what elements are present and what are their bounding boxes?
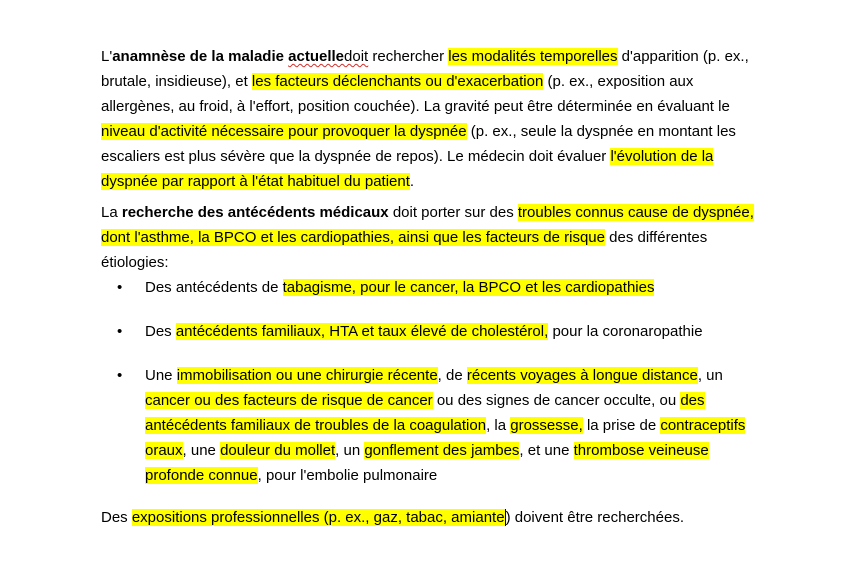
bold-term: anamnèse de la maladie (112, 48, 289, 65)
highlighted-text: l'évolution de la dyspnée par rapport à l'état habituel du patient (101, 148, 714, 190)
highlighted-text: expositions professionnelles (p. ex., gaz, tabac, amiante (131, 509, 505, 526)
text-run: La (101, 204, 122, 221)
misspelled-word[interactable]: actuelle (288, 48, 345, 65)
text-run: ou des signes de cancer occulte, ou (432, 392, 681, 409)
highlighted-text: récents voyages à longue distance (466, 367, 698, 384)
text-run: Des (145, 323, 176, 340)
text-run: ) doivent être recherchées. (505, 509, 684, 526)
text-run: pour la coronaropathie (548, 323, 703, 340)
paragraph-occupational-exposure[interactable] (101, 505, 767, 530)
bullet-item-pulmonary-embolism[interactable] (145, 363, 767, 488)
text-run: (p. ex., exposition aux allergènes, au froid, à l'effort, position couchée). La gravité peut être déterminée en évaluant le (101, 73, 730, 115)
text-run: rechercher (368, 48, 449, 65)
text-run: d'apparition (p. ex., brutale, insidieuse), et (101, 48, 749, 90)
bullet-item-family-history[interactable] (145, 319, 767, 344)
paragraph-history-of-present-illness[interactable] (101, 44, 767, 194)
text-run: doit porter sur des (388, 204, 518, 221)
text-run: Des antécédents de (145, 279, 283, 296)
text-run: , la (486, 417, 511, 434)
highlighted-text: cancer ou des facteurs de risque de cancer (145, 392, 433, 409)
text-run: , une (182, 442, 221, 459)
text-run: , de (437, 367, 467, 384)
text-run: L' (101, 48, 113, 65)
bold-term: recherche des antécédents médicaux (121, 204, 389, 221)
misspelled-word[interactable]: doit (344, 48, 369, 65)
text-run: , un (697, 367, 723, 384)
highlighted-text: thrombose veineuse profonde connue (145, 442, 709, 484)
text-run: , et une (519, 442, 574, 459)
text-run: (p. ex., seule la dyspnée en montant les escaliers est plus sévère que la dyspnée de repos). Le médecin doit évaluer (101, 123, 736, 165)
highlighted-text: tabagisme, pour le cancer, la BPCO et les cardiopathies (282, 279, 655, 296)
text-run: . (409, 173, 415, 190)
text-run: des différentes étiologies: (101, 229, 708, 271)
paragraph-medical-history[interactable] (101, 200, 767, 275)
highlighted-text: antécédents familiaux, HTA et taux élevé de cholestérol, (175, 323, 549, 340)
bullet-item-smoking[interactable] (145, 275, 767, 300)
text-run: la prise de (582, 417, 661, 434)
highlighted-text: des antécédents familiaux de troubles de la coagulation (145, 392, 705, 434)
highlighted-text: niveau d'activité nécessaire pour provoquer la dyspnée (101, 123, 467, 140)
bullet-list (101, 275, 767, 488)
highlighted-text: grossesse, (510, 417, 583, 434)
highlighted-text: immobilisation ou une chirurgie récente (176, 367, 438, 384)
highlighted-text: contraceptifs oraux (145, 417, 746, 459)
text-run: Des (101, 509, 132, 526)
highlighted-text: troubles connus cause de dyspnée, dont l'asthme, la BPCO et les cardiopathies, ainsi que les facteurs de risque (101, 204, 754, 246)
highlighted-text: les modalités temporelles (448, 48, 618, 65)
highlighted-text: gonflement des jambes (364, 442, 520, 459)
text-run: , pour l'embolie pulmonaire (257, 467, 438, 484)
highlighted-text: les facteurs déclenchants ou d'exacerbation (251, 73, 544, 90)
text-run: Une (145, 367, 177, 384)
highlighted-text: douleur du mollet (220, 442, 336, 459)
text-run: , un (335, 442, 365, 459)
